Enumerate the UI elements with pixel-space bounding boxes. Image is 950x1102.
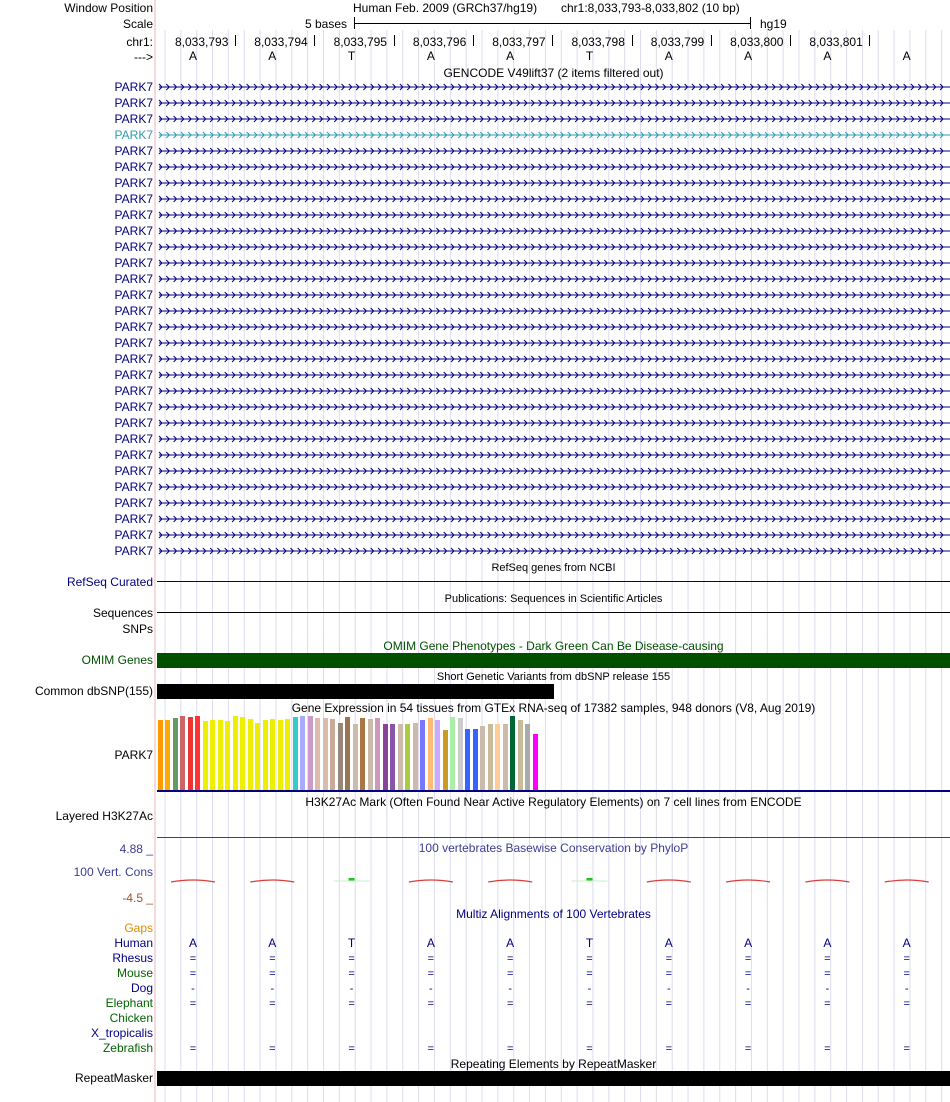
base-letter: T: [347, 49, 356, 63]
position-tick: [394, 35, 395, 46]
gtex-tissue-bar[interactable]: [525, 724, 530, 790]
alignment-cell: =: [269, 968, 276, 980]
gene-label-park7[interactable]: PARK7: [114, 224, 153, 238]
alignment-cell: -: [349, 983, 354, 995]
alignment-cell: A: [268, 936, 277, 950]
gene-label-park7[interactable]: PARK7: [114, 496, 153, 510]
omim-label[interactable]: OMIM Genes: [81, 653, 153, 667]
alignment-cell: A: [188, 936, 197, 950]
gtex-bar-chart[interactable]: [157, 716, 950, 790]
species-label[interactable]: Chicken: [109, 1011, 153, 1025]
alignment-cell: =: [824, 968, 831, 980]
alignment-cell: =: [348, 968, 355, 980]
base-letter: A: [823, 49, 832, 63]
gtex-tissue-bar[interactable]: [375, 718, 380, 790]
gene-label-park7[interactable]: PARK7: [114, 432, 153, 446]
alignment-cell: =: [903, 968, 910, 980]
alignment-cell: T: [585, 936, 594, 950]
h3k27ac-label[interactable]: Layered H3K27Ac: [55, 809, 153, 823]
window-position-label: Window Position: [64, 1, 153, 15]
alignment-cell: =: [665, 1043, 673, 1055]
conservation-negative-mark: [805, 880, 849, 882]
alignment-cell: A: [664, 936, 673, 950]
refseq-label[interactable]: RefSeq Curated: [66, 575, 153, 589]
gtex-gene-label[interactable]: PARK7: [114, 748, 153, 762]
gtex-tissue-bar[interactable]: [488, 724, 493, 790]
position-label: 8,033,795: [333, 35, 387, 49]
gene-label-park7[interactable]: PARK7: [114, 176, 153, 190]
species-label[interactable]: Dog: [130, 981, 153, 995]
alignment-cell: =: [744, 998, 752, 1010]
gtex-tissue-bar[interactable]: [293, 717, 298, 790]
gene-label-park7[interactable]: PARK7: [114, 128, 153, 142]
gene-label-park7[interactable]: PARK7: [114, 416, 153, 430]
alignment-cell: =: [189, 968, 197, 980]
gene-label-park7[interactable]: PARK7: [114, 112, 153, 126]
gtex-tissue-bar[interactable]: [518, 720, 523, 790]
base-letter: A: [268, 49, 277, 63]
alignment-cell: -: [270, 983, 275, 995]
gtex-tissue-bar[interactable]: [510, 716, 515, 790]
gene-label-park7[interactable]: PARK7: [114, 240, 153, 254]
gtex-tissue-bar[interactable]: [368, 719, 373, 790]
gene-label-park7[interactable]: PARK7: [114, 448, 153, 462]
alignment-cell: =: [348, 998, 355, 1010]
alignment-cell: =: [269, 953, 276, 965]
alignment-cell: -: [746, 983, 750, 995]
gtex-tissue-bar[interactable]: [360, 718, 365, 790]
species-label[interactable]: Mouse: [116, 966, 153, 980]
gene-label-park7[interactable]: PARK7: [114, 256, 153, 270]
gtex-tissue-bar[interactable]: [165, 720, 170, 790]
dbsnp-title[interactable]: Short Genetic Variants from dbSNP release 155: [436, 671, 671, 683]
position-label: 8,033,796: [412, 35, 467, 49]
repeatmasker-bar[interactable]: [157, 1071, 950, 1086]
h3k27ac-title[interactable]: H3K27Ac Mark (Often Found Near Active Regulatory Elements) on 7 cell lines from ENCODE: [305, 795, 802, 809]
gene-label-park7[interactable]: PARK7: [114, 384, 153, 398]
conservation-max-label: 4.88 _: [119, 842, 153, 856]
refseq-line[interactable]: [157, 581, 950, 582]
alignment-cell: =: [189, 1043, 197, 1055]
gtex-tissue-bar[interactable]: [383, 724, 388, 790]
alignment-cell: =: [665, 953, 673, 965]
gtex-tissue-bar[interactable]: [203, 721, 208, 790]
gene-label-park7[interactable]: PARK7: [114, 160, 153, 174]
sequences-label[interactable]: Sequences: [92, 606, 153, 620]
alignment-cell: -: [508, 983, 513, 995]
gene-label-park7[interactable]: PARK7: [114, 144, 153, 158]
gtex-tissue-bar[interactable]: [315, 718, 320, 790]
conservation-label[interactable]: 100 Vert. Cons: [73, 865, 153, 879]
gtex-tissue-bar[interactable]: [210, 720, 215, 790]
position-tick: [314, 35, 315, 46]
species-label[interactable]: Zebrafish: [102, 1041, 153, 1055]
base-letter: A: [188, 49, 197, 63]
alignment-cell: =: [348, 953, 355, 965]
gene-label-park7[interactable]: PARK7: [114, 272, 153, 286]
gtex-tissue-bar[interactable]: [450, 717, 455, 790]
species-label[interactable]: X_tropicalis: [90, 1026, 153, 1040]
base-letter: A: [744, 49, 753, 63]
gtex-tissue-bar[interactable]: [330, 719, 335, 790]
species-label[interactable]: Human: [114, 936, 153, 950]
position-label: 8,033,797: [492, 35, 546, 49]
gtex-tissue-bar[interactable]: [413, 723, 418, 790]
gtex-tissue-bar[interactable]: [443, 730, 448, 790]
gtex-tissue-bar[interactable]: [188, 717, 193, 790]
alignment-cell: -: [825, 983, 830, 995]
alignment-cell: =: [506, 968, 514, 980]
position-label: 8,033,794: [254, 35, 308, 49]
scale-bar: [354, 17, 751, 30]
base-letter: A: [902, 49, 911, 63]
alignment-cell: -: [587, 983, 592, 995]
gtex-tissue-bar[interactable]: [195, 716, 200, 790]
multiz-title[interactable]: Multiz Alignments of 100 Vertebrates: [456, 907, 651, 921]
db-text: hg19: [760, 17, 787, 31]
alignment-cell: =: [189, 953, 197, 965]
repeatmasker-title[interactable]: Repeating Elements by RepeatMasker: [450, 1057, 657, 1071]
alignment-cell: A: [744, 936, 753, 950]
gtex-tissue-bar[interactable]: [300, 716, 305, 790]
gtex-tissue-bar[interactable]: [480, 726, 485, 790]
conservation-negative-mark: [171, 880, 215, 882]
alignment-cell: =: [189, 998, 197, 1010]
gtex-tissue-bar[interactable]: [173, 718, 178, 790]
publications-title[interactable]: Publications: Sequences in Scientific Articles: [444, 593, 663, 605]
gtex-tissue-bar[interactable]: [240, 717, 245, 790]
refseq-title[interactable]: RefSeq genes from NCBI: [491, 562, 616, 574]
alignment-cell: =: [824, 1043, 831, 1055]
gencode-title[interactable]: GENCODE V49lift37 (2 items filtered out): [443, 66, 664, 80]
gtex-tissue-bar[interactable]: [255, 723, 260, 790]
alignment-cell: =: [427, 998, 435, 1010]
alignment-cell: =: [427, 953, 435, 965]
position-text: chr1:8,033,793-8,033,802 (10 bp): [561, 1, 740, 15]
alignment-cell: A: [823, 936, 832, 950]
dbsnp-label[interactable]: Common dbSNP(155): [34, 684, 153, 698]
alignment-cell: =: [506, 1043, 514, 1055]
alignment-cell: =: [348, 1043, 355, 1055]
gtex-tissue-bar[interactable]: [345, 717, 350, 790]
position-label: 8,033,798: [571, 35, 625, 49]
alignment-cell: =: [269, 1043, 276, 1055]
omim-title[interactable]: OMIM Gene Phenotypes - Dark Green Can Be Disease-causing: [383, 639, 724, 653]
gene-label-park7[interactable]: PARK7: [114, 80, 153, 94]
gtex-tissue-bar[interactable]: [495, 724, 500, 790]
chrom-label: chr1:: [126, 35, 153, 49]
alignment-cell: -: [666, 983, 671, 995]
gtex-baseline: [157, 790, 950, 792]
conservation-negative-mark: [885, 880, 929, 882]
alignment-cell: =: [506, 953, 514, 965]
position-label: 8,033,801: [809, 35, 863, 49]
conservation-negative-mark: [726, 880, 770, 882]
gene-label-park7[interactable]: PARK7: [114, 208, 153, 222]
conservation-negative-mark: [488, 880, 532, 882]
alignment-cell: =: [744, 1043, 752, 1055]
alignment-cell: =: [269, 998, 276, 1010]
gtex-tissue-bar[interactable]: [278, 720, 283, 790]
alignment-cell: =: [586, 1043, 593, 1055]
gtex-tissue-bar[interactable]: [263, 720, 268, 790]
alignment-cell: =: [903, 998, 910, 1010]
gene-label-park7[interactable]: PARK7: [114, 96, 153, 110]
gtex-tissue-bar[interactable]: [503, 724, 508, 790]
gtex-tissue-bar[interactable]: [533, 734, 538, 790]
gtex-tissue-bar[interactable]: [458, 718, 463, 790]
gene-label-park7[interactable]: PARK7: [114, 480, 153, 494]
alignment-cell: =: [586, 998, 593, 1010]
gene-label-park7[interactable]: PARK7: [114, 464, 153, 478]
gene-label-park7[interactable]: PARK7: [114, 288, 153, 302]
gtex-tissue-bar[interactable]: [465, 729, 470, 790]
position-label: 8,033,799: [650, 35, 705, 49]
scale-label: Scale: [122, 17, 153, 31]
assembly-text: Human Feb. 2009 (GRCh37/hg19): [353, 1, 538, 15]
position-tick: [473, 35, 474, 46]
alignment-cell: =: [427, 968, 435, 980]
h3k27ac-line[interactable]: [157, 837, 950, 838]
gtex-tissue-bar[interactable]: [428, 718, 433, 790]
gtex-tissue-bar[interactable]: [285, 719, 290, 790]
gtex-tissue-bar[interactable]: [218, 720, 223, 790]
gencode-track[interactable]: [157, 80, 950, 560]
alignment-cell: =: [586, 953, 593, 965]
gtex-tissue-bar[interactable]: [390, 724, 395, 790]
publications-line[interactable]: [157, 612, 950, 613]
repeatmasker-label[interactable]: RepeatMasker: [74, 1071, 153, 1085]
position-label: 8,033,800: [730, 35, 784, 49]
position-tick: [869, 35, 870, 46]
alignment-cell: =: [665, 968, 673, 980]
conservation-min-label: -4.5 _: [122, 891, 153, 905]
alignment-cell: =: [824, 998, 831, 1010]
alignment-cell: -: [904, 983, 909, 995]
gene-label-park7[interactable]: PARK7: [114, 368, 153, 382]
conservation-negative-mark: [250, 880, 294, 882]
alignment-cell: =: [506, 998, 514, 1010]
alignment-cell: A: [902, 936, 911, 950]
gtex-tissue-bar[interactable]: [270, 719, 275, 790]
gtex-tissue-bar[interactable]: [353, 724, 358, 790]
gtex-tissue-bar[interactable]: [435, 720, 440, 790]
alignment-cell: =: [903, 953, 910, 965]
gtex-tissue-bar[interactable]: [420, 720, 425, 790]
gaps-label[interactable]: Gaps: [124, 921, 153, 935]
species-label[interactable]: Elephant: [105, 996, 153, 1010]
conservation-track[interactable]: [157, 856, 950, 906]
alignment-cell: -: [429, 983, 433, 995]
alignment-cell: =: [427, 1043, 435, 1055]
alignment-cell: =: [903, 1043, 910, 1055]
snps-label[interactable]: SNPs: [122, 622, 153, 636]
base-letter: A: [664, 49, 673, 63]
gene-label-park7[interactable]: PARK7: [114, 304, 153, 318]
gtex-tissue-bar[interactable]: [158, 720, 163, 790]
species-label[interactable]: Rhesus: [112, 951, 153, 965]
alignment-cell: =: [744, 953, 752, 965]
conservation-title[interactable]: 100 vertebrates Basewise Conservation by PhyloP: [418, 841, 689, 855]
strand-label: --->: [134, 50, 153, 64]
position-tick: [790, 35, 791, 46]
gene-label-park7[interactable]: PARK7: [114, 544, 153, 558]
scale-text: 5 bases: [305, 17, 348, 31]
conservation-negative-mark: [409, 880, 453, 882]
alignment-cell: A: [506, 936, 515, 950]
base-letter: A: [426, 49, 435, 63]
gene-label-park7[interactable]: PARK7: [114, 192, 153, 206]
gtex-tissue-bar[interactable]: [323, 718, 328, 790]
gtex-tissue-bar[interactable]: [405, 724, 410, 790]
gene-label-park7[interactable]: PARK7: [114, 400, 153, 414]
gtex-tissue-bar[interactable]: [248, 719, 253, 790]
gtex-title[interactable]: Gene Expression in 54 tissues from GTEx RNA-seq of 17382 samples, 948 donors (V8, Aug 2019): [291, 701, 816, 715]
base-letter: A: [506, 49, 515, 63]
gene-label-park7[interactable]: PARK7: [114, 512, 153, 526]
position-tick: [552, 35, 553, 46]
alignment-cell: A: [426, 936, 435, 950]
position-tick: [235, 35, 236, 46]
gtex-tissue-bar[interactable]: [308, 716, 313, 790]
position-tick: [632, 35, 633, 46]
alignment-cell: =: [824, 953, 831, 965]
gtex-tissue-bar[interactable]: [233, 716, 238, 790]
dbsnp-bar[interactable]: [157, 684, 554, 699]
alignment-cell: =: [586, 968, 593, 980]
alignment-cell: -: [191, 983, 195, 995]
conservation-negative-mark: [647, 880, 691, 882]
gene-label-park7[interactable]: PARK7: [114, 336, 153, 350]
gene-label-park7[interactable]: PARK7: [114, 352, 153, 366]
alignment-cell: T: [347, 936, 356, 950]
alignment-cell: =: [744, 968, 752, 980]
omim-bar[interactable]: [157, 653, 950, 668]
gtex-tissue-bar[interactable]: [225, 721, 230, 790]
gtex-tissue-bar[interactable]: [473, 729, 478, 790]
base-letter: T: [585, 49, 594, 63]
gene-label-park7[interactable]: PARK7: [114, 528, 153, 542]
gene-label-park7[interactable]: PARK7: [114, 320, 153, 334]
position-label: 8,033,793: [175, 35, 229, 49]
alignment-cell: =: [665, 998, 673, 1010]
gtex-tissue-bar[interactable]: [398, 724, 403, 790]
gtex-tissue-bar[interactable]: [180, 716, 185, 790]
position-tick: [711, 35, 712, 46]
gtex-tissue-bar[interactable]: [338, 723, 343, 790]
